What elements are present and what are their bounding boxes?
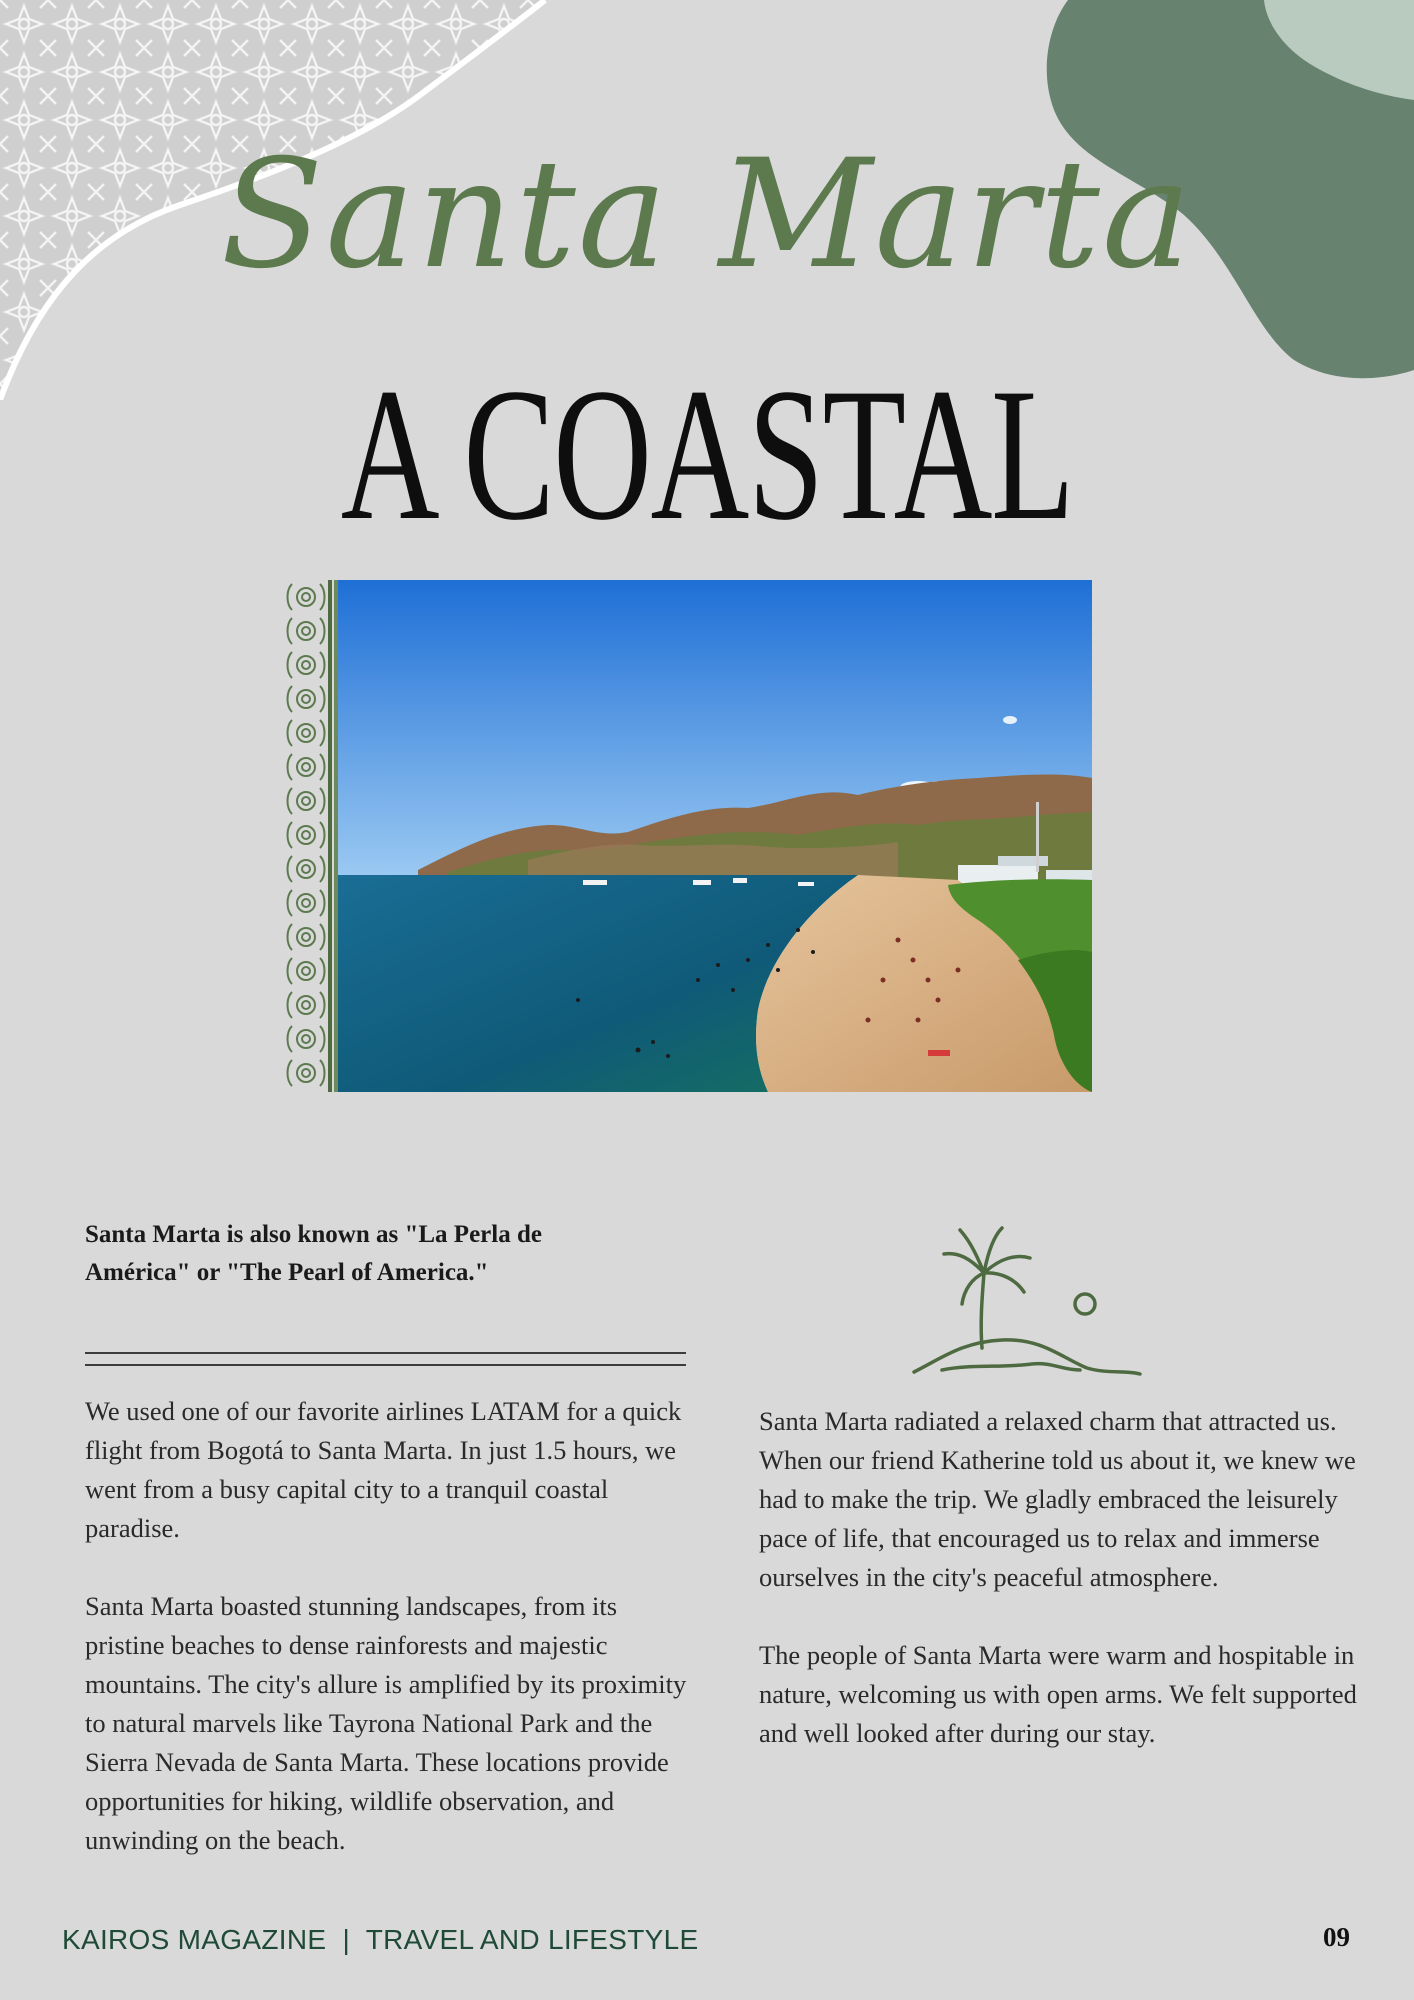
script-title: Santa Marta: [220, 128, 1194, 302]
page-number: 09: [1323, 1922, 1350, 1952]
left-paragraph-2: Santa Marta boasted stunning landscapes, from its pristine beaches to dense rainforests and majestic mountains. The city's allure is amplified by its proximity to natural marvels like Tayrona National Park and the Sierra Nevada de Santa Marta. These locations provide opportunities for hiking, wildlife observation, and unwinding on the beach.: [85, 1591, 687, 1855]
beach-photo: [338, 580, 1092, 1092]
main-title: A COASTAL: [340, 350, 1074, 560]
divider-bottom: [85, 1364, 686, 1366]
lace-border: [284, 580, 340, 1092]
feature-photo-block: [284, 580, 1092, 1092]
left-paragraph-1: We used one of our favorite airlines LATAM for a quick flight from Bogotá to Santa Marta. In just 1.5 hours, we went from a busy capital city to a tranquil coastal paradise.: [85, 1396, 682, 1543]
palm-island-icon: [912, 1218, 1144, 1380]
left-column: [85, 1392, 695, 1899]
pull-quote: Santa Marta is also known as "La Perla de América" or "The Pearl of America.": [85, 1221, 542, 1286]
right-paragraph-1: Santa Marta radiated a relaxed charm that attracted us. When our friend Katherine told us about it, we knew we had to make the trip. We gladly embraced the leisurely pace of life, that encouraged us to relax and immerse ourselves in the city's peaceful atmosphere.: [759, 1406, 1356, 1592]
divider-top: [85, 1352, 686, 1354]
right-paragraph-2: The people of Santa Marta were warm and hospitable in nature, welcoming us with open arms. We felt supported and well looked after during our stay.: [759, 1640, 1357, 1748]
right-column: [759, 1402, 1359, 1792]
footer-publication: KAIROS MAGAZINE | TRAVEL AND LIFESTYLE: [62, 1924, 699, 1955]
